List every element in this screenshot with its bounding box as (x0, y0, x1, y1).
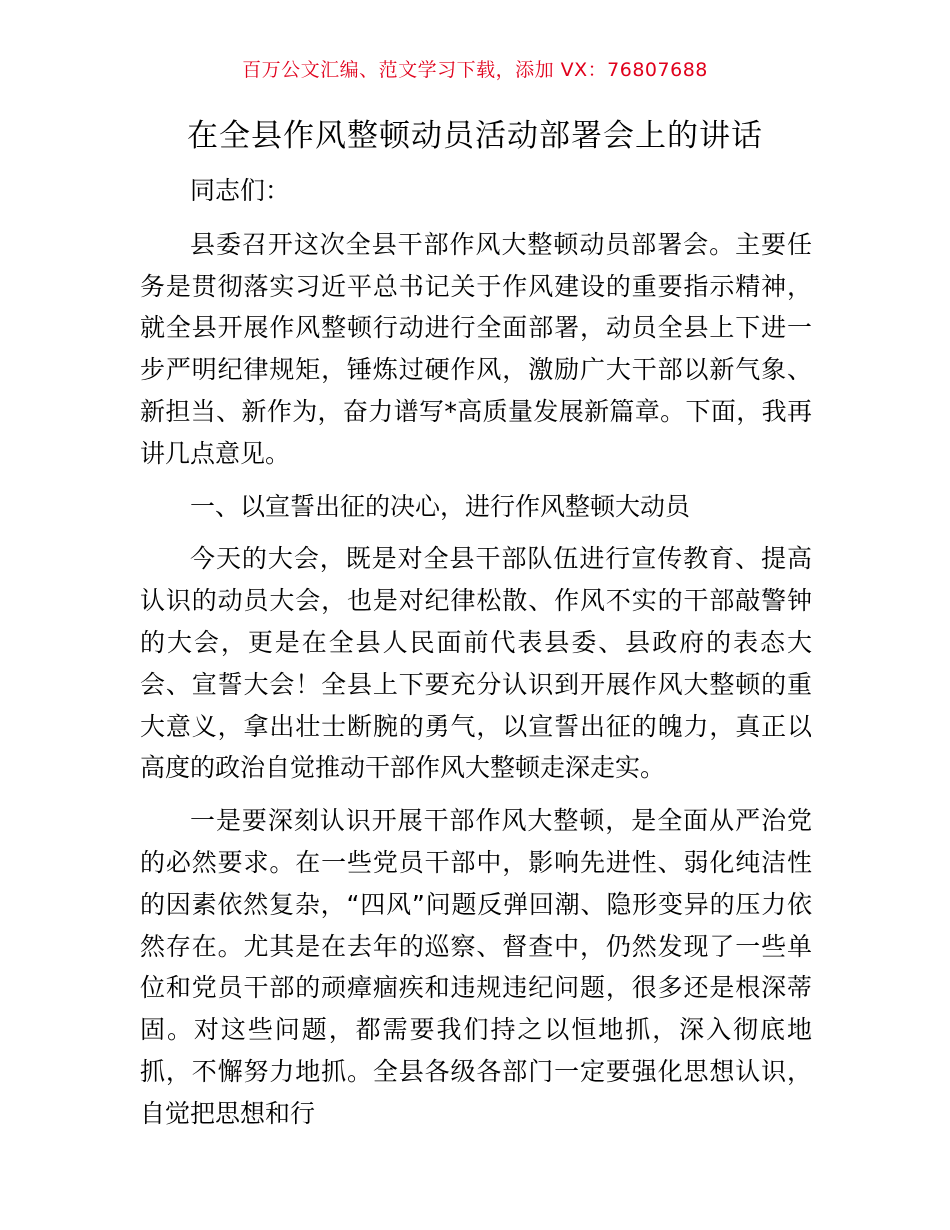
document-body (140, 170, 812, 1146)
paragraph-point-1: 一是要深刻认识开展干部作风大整顿，是全面从严治党的必然要求。在一些党员干部中，影响先进性、弱化纯洁性的因素依然复杂，“四风”问题反弹回潮、隐形变异的压力依然存在。尤其是在去年的巡察、督查中，仍然发现了一些单位和党员干部的顽瘴痼疾和违规违纪问题，很多还是根深蒂固。对这些问题，都需要我们持之以恒地抓，深入彻底地抓，不懈努力地抓。全县各级各部门一定要强化思想认识，自觉把思想和行 (140, 806, 812, 1128)
paragraph-intro: 县委召开这次全县干部作风大整顿动员部署会。主要任务是贯彻落实习近平总书记关于作风建设的重要指示精神，就全县开展作风整顿行动进行全面部署，动员全县上下进一步严明纪律规矩，锤炼过硬作风，激励广大干部以新气象、新担当、新作为，奋力谱写*高质量发展新篇章。下面，我再讲几点意见。 (140, 229, 812, 468)
paragraph-section-1: 今天的大会，既是对全县干部队伍进行宣传教育、提高认识的动员大会，也是对纪律松散、作风不实的干部敲警钟的大会，更是在全县人民面前代表县委、县政府的表态大会、宣誓大会！全县上下要充分认识到开展作风大整顿的重大意义，拿出壮士断腕的勇气，以宣誓出征的魄力，真正以高度的政治自觉推动干部作风大整顿走深走实。 (140, 544, 812, 783)
salutation: 同志们： (190, 176, 291, 205)
section-heading-1: 一、以宣誓出征的决心，进行作风整顿大动员 (190, 491, 691, 521)
watermark-header: 百万公文汇编、范文学习下载，添加 VX：76807688 (242, 59, 708, 81)
document-title: 在全县作风整顿动员活动部署会上的讲话 (187, 118, 763, 154)
